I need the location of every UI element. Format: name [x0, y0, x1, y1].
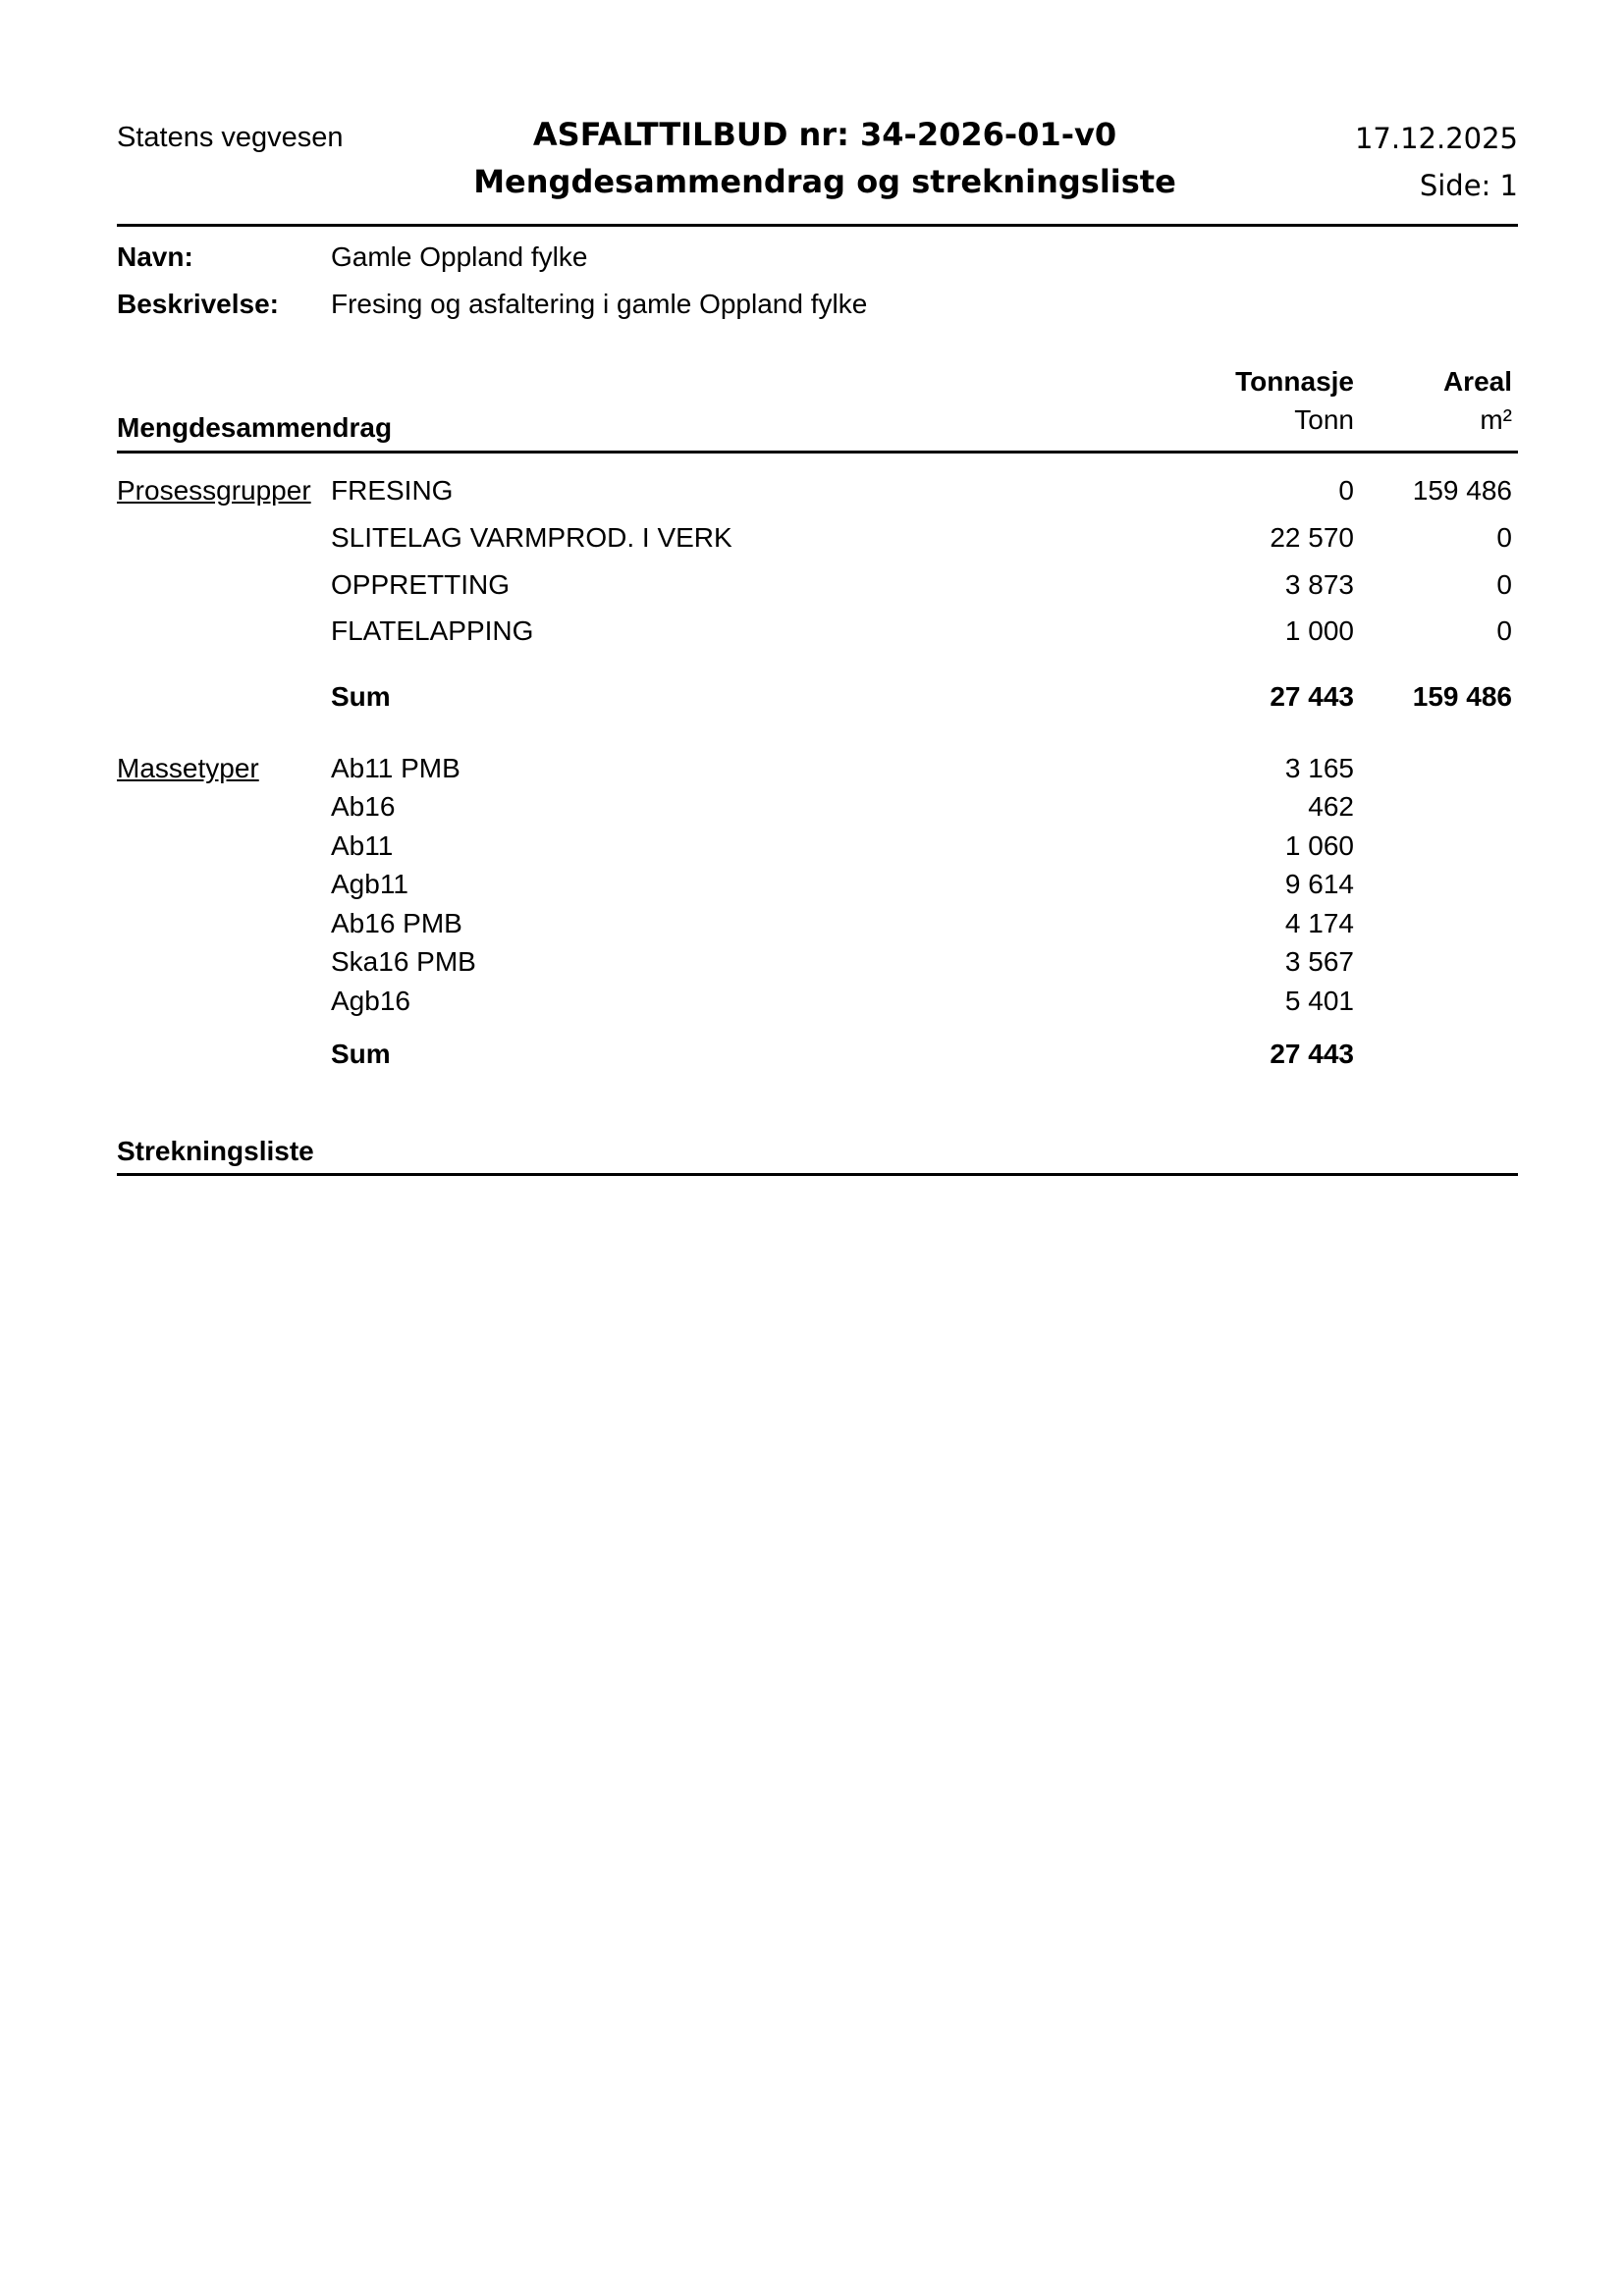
table-row-area: 159 486: [1412, 475, 1512, 506]
table-row-tonnage: 22 570: [1270, 522, 1354, 553]
list-item-name: Ab11 PMB: [331, 753, 460, 783]
list-item-tonnage: 3 165: [1284, 753, 1354, 783]
name-label: Navn:: [117, 241, 193, 272]
table-row-area: 0: [1496, 522, 1512, 553]
table-row-area: 0: [1496, 569, 1512, 600]
description-value: Fresing og asfaltering i gamle Oppland fylke: [331, 289, 868, 319]
route-list-divider: [117, 1173, 1518, 1176]
list-item-tonnage: 5 401: [1284, 986, 1354, 1016]
mass-types-sum-label: Sum: [331, 1039, 391, 1069]
mass-types-label: Massetyper: [117, 753, 259, 783]
list-item-tonnage: 9 614: [1284, 869, 1354, 899]
name-value: Gamle Oppland fylke: [331, 241, 588, 272]
header-divider: [117, 224, 1518, 227]
list-item-name: Ab16: [331, 791, 396, 822]
tonnage-column-header: Tonnasje: [1235, 366, 1354, 397]
process-groups-label: Prosessgrupper: [117, 475, 311, 506]
table-row-tonnage: 1 000: [1284, 615, 1354, 646]
table-row-name: OPPRETTING: [331, 569, 511, 600]
table-row-tonnage: 0: [1338, 475, 1354, 506]
list-item-name: Agb16: [331, 986, 410, 1016]
summary-divider: [117, 451, 1518, 454]
mass-types-sum-tonnage: 27 443: [1270, 1039, 1354, 1069]
list-item-name: Ab16 PMB: [331, 908, 462, 938]
area-unit: m²: [1480, 404, 1512, 435]
tonnage-unit: Tonn: [1294, 404, 1354, 435]
document-subtitle: Mengdesammendrag og strekningsliste: [473, 163, 1176, 200]
list-item-tonnage: 4 174: [1284, 908, 1354, 938]
organization-name: Statens vegvesen: [117, 122, 344, 153]
table-row-tonnage: 3 873: [1284, 569, 1354, 600]
description-label: Beskrivelse:: [117, 289, 280, 319]
process-groups-sum-tonnage: 27 443: [1270, 681, 1354, 712]
table-row-name: SLITELAG VARMPROD. I VERK: [331, 522, 732, 553]
table-row-area: 0: [1496, 615, 1512, 646]
list-item-name: Ska16 PMB: [331, 946, 476, 977]
list-item-tonnage: 462: [1308, 791, 1354, 822]
list-item-tonnage: 3 567: [1284, 946, 1354, 977]
document-title: ASFALTTILBUD nr: 34-2026-01-v0: [532, 116, 1117, 153]
route-list-section-title: Strekningsliste: [117, 1136, 314, 1166]
list-item-name: Ab11: [331, 830, 394, 861]
area-column-header: Areal: [1442, 366, 1512, 397]
list-item-tonnage: 1 060: [1284, 830, 1354, 861]
process-groups-sum-area: 159 486: [1412, 681, 1512, 712]
list-item-name: Agb11: [331, 869, 408, 899]
table-row-name: FRESING: [331, 475, 454, 506]
table-row-name: FLATELAPPING: [331, 615, 534, 646]
summary-section-title: Mengdesammendrag: [117, 412, 393, 443]
document-date: 17.12.2025: [1354, 122, 1518, 155]
process-groups-sum-label: Sum: [331, 681, 391, 712]
page-number: Side: 1: [1419, 169, 1518, 202]
